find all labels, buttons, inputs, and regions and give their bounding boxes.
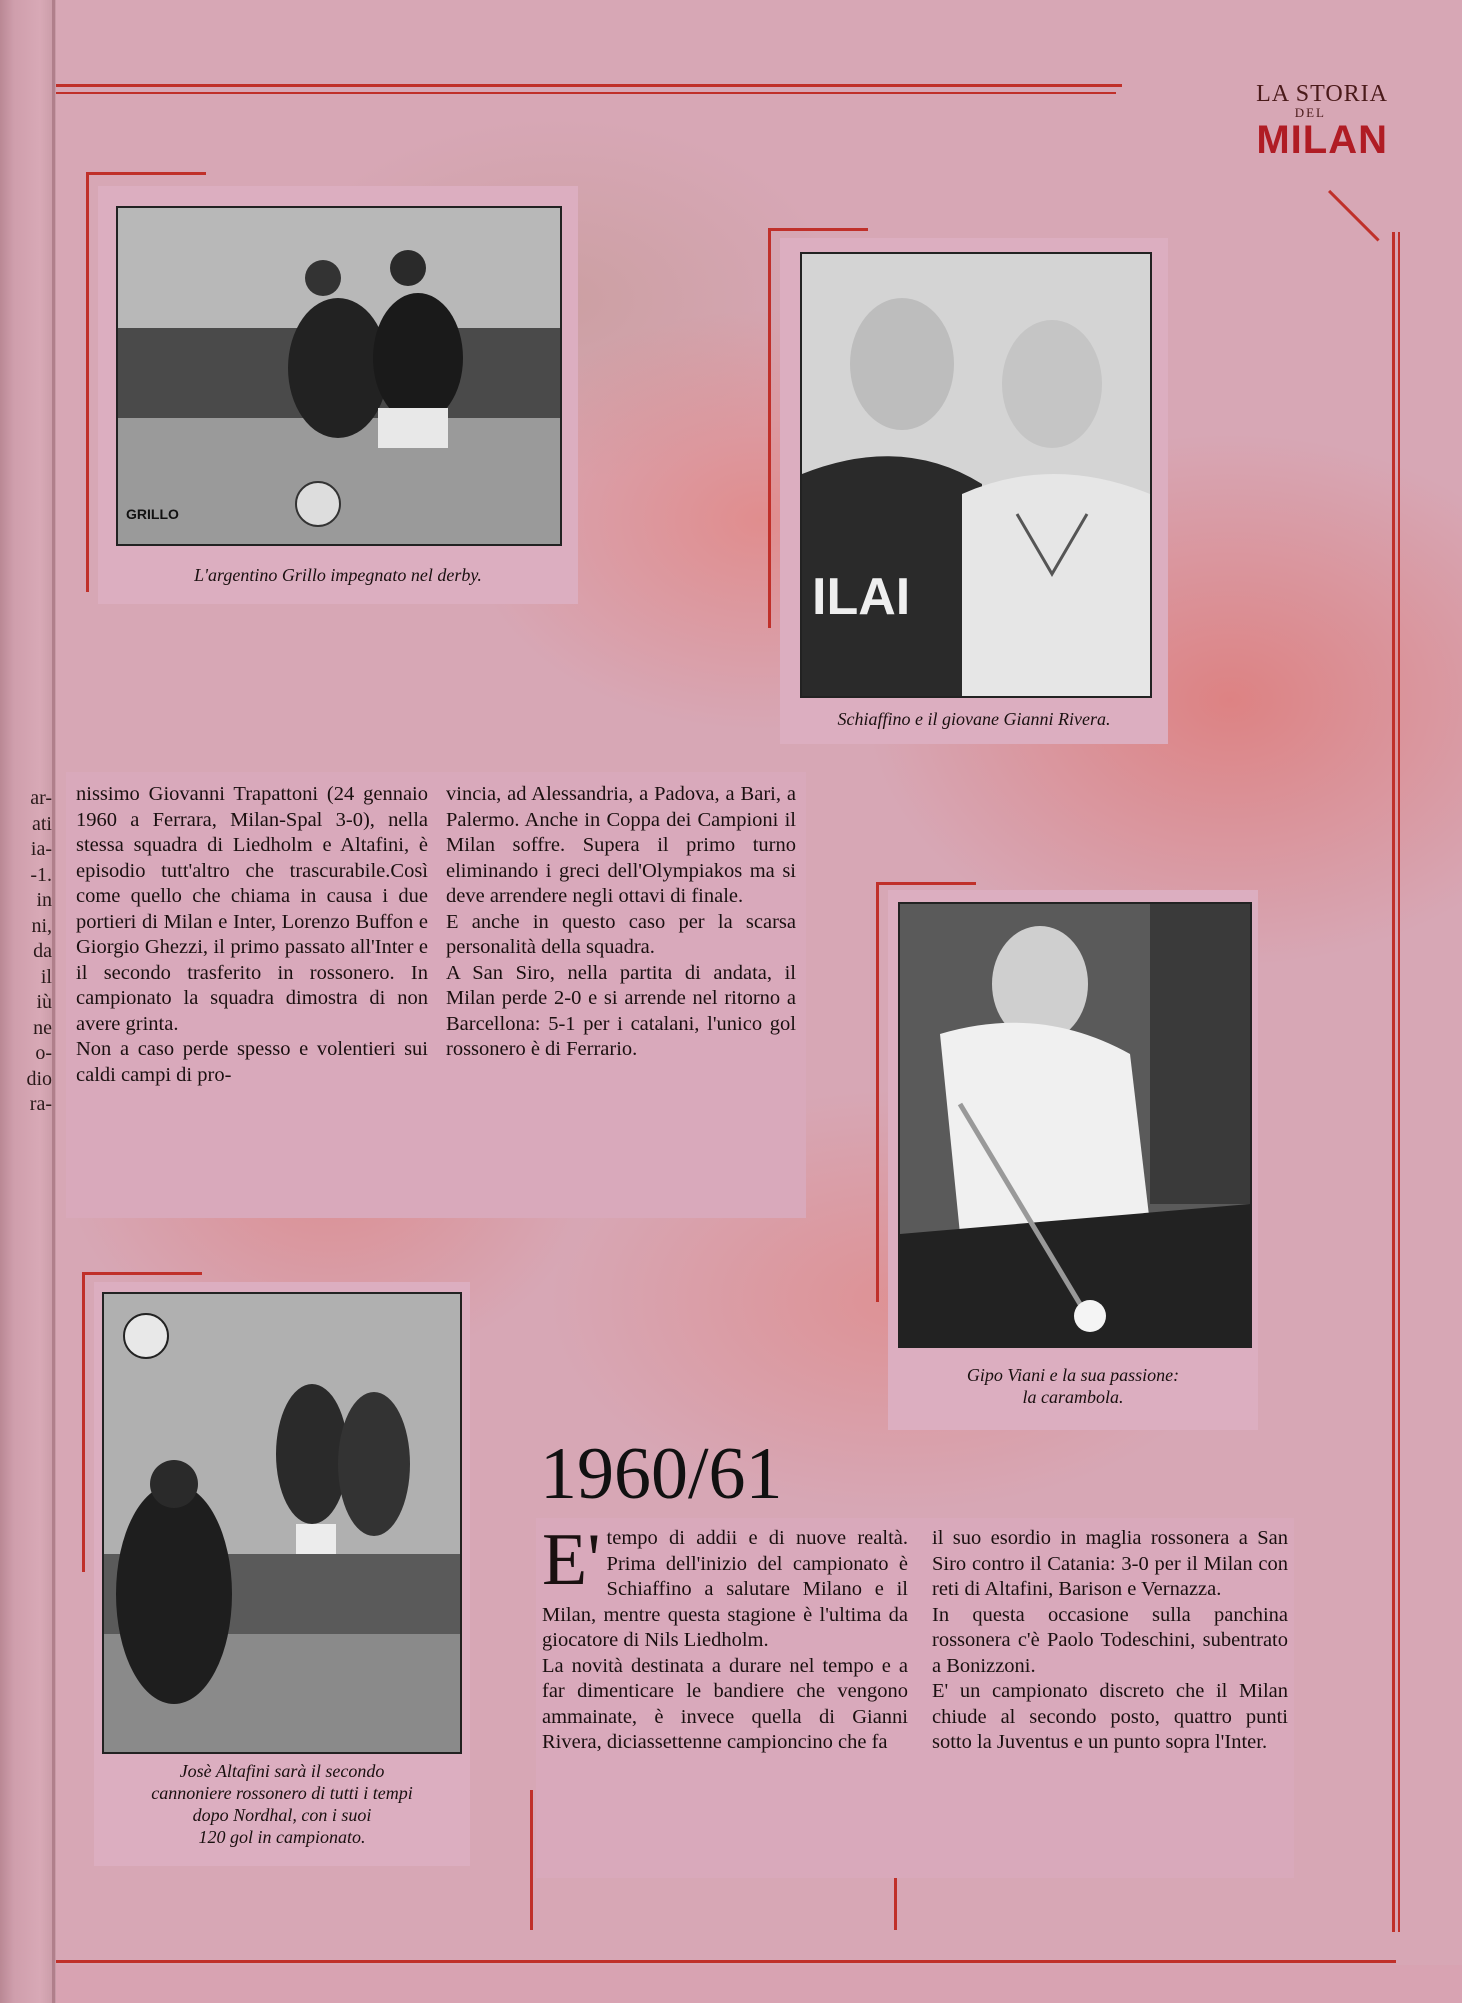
header-title-line2: DEL (1294, 105, 1326, 120)
caption-viani (888, 1364, 1258, 1408)
article-paragraph: nissimo Giovanni Trapattoni (24 gennaio 1960 a Ferrara, Milan-Spal 3-0), nella stessa squadra di Liedholm e Altafini, è episodio tutt'altro che trascurabile.Così come quello che chiama in causa i due portieri di Milan e Inter, Lorenzo Buffon e Giorgio Ghezzi, il primo passato all'Inter e il secondo trasferito in rossonero. In campionato la squadra dimostra di non avere grinta. (76, 783, 428, 1035)
football-players-image (118, 208, 560, 544)
photo-frame-accent (82, 1272, 202, 1275)
edge-line: dio (26, 1067, 52, 1090)
photo-frame-accent (82, 1272, 85, 1572)
facing-page-text (0, 786, 52, 1118)
article-column-1 (76, 782, 428, 1088)
spine-edge (52, 0, 55, 2003)
edge-line: ra- (29, 1093, 52, 1115)
edge-line: -1. (30, 863, 52, 886)
frame-corner-line (1328, 190, 1380, 242)
section-paragraph: il suo esordio in maglia rossonera a San Siro contro il Catania: 3-0 per il Milan con reti di Altafini, Barison e Vernazza. (932, 1527, 1288, 1600)
portrait-image (802, 254, 1150, 696)
caption-line: Josè Altafini sarà il secondo (179, 1761, 385, 1781)
article-column-2 (446, 782, 796, 1063)
section-paragraph: In questa occasione sulla panchina rossonera c'è Paolo Todeschini, subentrato a Bonizzoni. (932, 1603, 1288, 1677)
edge-line: ni, (31, 914, 52, 937)
header-title-milan: MILAN (1256, 118, 1388, 162)
dropcap: E' (542, 1519, 601, 1601)
caption-altafini (94, 1760, 470, 1848)
edge-line: ne (33, 1016, 52, 1039)
bottom-strip (56, 1965, 1462, 2003)
section-column-2 (932, 1526, 1288, 1756)
edge-line: da (33, 940, 52, 962)
caption-line: Gipo Viani e la sua passione: (966, 1365, 1180, 1385)
photo-viani-billiards (898, 902, 1252, 1348)
photo-frame-accent (768, 228, 771, 628)
article-paragraph: Non a caso perde spesso e volentieri sui caldi campi di pro- (76, 1038, 428, 1086)
frame-line-right (1392, 232, 1395, 1932)
header-title-line1: LA STORIA (1256, 81, 1388, 107)
edge-line: o- (35, 1042, 52, 1064)
frame-line-top-2 (56, 92, 1116, 94)
edge-line: in (36, 889, 52, 911)
edge-line: iù (36, 991, 52, 1013)
section-paragraph: E' un campionato discreto che il Milan chiude al secondo posto, quattro punti sotto la Juventus e un punto sopra l'Inter. (932, 1680, 1288, 1753)
magazine-header (1256, 82, 1388, 160)
section-accent-line (530, 1790, 533, 1930)
caption-schiaffino: Schiaffino e il giovane Gianni Rivera. (837, 709, 1111, 729)
photo-box-schiaffino (780, 238, 1168, 744)
caption-line: dopo Nordhal, con i suoi (192, 1805, 372, 1825)
section-paragraph (542, 1519, 908, 1654)
caption-grillo: L'argentino Grillo impegnato nel derby. (194, 565, 482, 585)
photo-altafini-goal (102, 1292, 462, 1754)
photo-frame-accent (86, 172, 89, 592)
photo-frame-accent (876, 882, 879, 1302)
caption-line: la carambola. (1022, 1387, 1124, 1407)
photo-frame-accent (86, 172, 206, 175)
caption-line: cannoniere rossonero di tutti i tempi (151, 1783, 413, 1803)
photo-frame-accent (768, 228, 868, 231)
frame-line-top (56, 84, 1122, 87)
photo-box-viani (888, 890, 1258, 1430)
photo-grillo-derby (116, 206, 562, 546)
edge-line: il (40, 965, 52, 988)
photo-box-grillo (98, 186, 578, 604)
edge-line: ia- (30, 838, 52, 860)
photo-box-altafini (94, 1282, 470, 1866)
section-column-1 (542, 1519, 908, 1756)
billiards-image (900, 904, 1250, 1346)
edge-line: ati (32, 812, 52, 835)
section-paragraph: La novità destinata a durare nel tempo e a far dimenticare le bandiere che vengono ammainate, è invece quella di Gianni Rivera, diciassettenne campioncino che fa (542, 1654, 908, 1753)
article-paragraph: A San Siro, nella partita di andata, il Milan perde 2-0 e si arrende nel ritorno a Barcellona: 5-1 per i catalani, l'unico gol rossonero è di Ferrario. (446, 961, 796, 1060)
section-year-heading: 1960/61 (540, 1433, 783, 1515)
edge-line: ar- (30, 787, 52, 809)
section-paragraph-text: tempo di addii e di nuove realtà. Prima dell'inizio del campionato è Schiaffino a salutare Milano e il Milan, mentre questa stagione è l'ultima da giocatore di Nils Liedholm. (542, 1527, 908, 1651)
caption-line: 120 gol in campionato. (198, 1827, 366, 1847)
article-paragraph: E anche in questo caso per la scarsa personalità della squadra. (446, 910, 796, 958)
frame-line-bottom (56, 1960, 1396, 1963)
frame-line-right-2 (1398, 232, 1400, 1932)
photo-signature-grillo: GRILLO (126, 506, 179, 522)
article-paragraph: vincia, ad Alessandria, a Padova, a Bari, a Palermo. Anche in Coppa dei Campioni il Milan soffre. Supera il primo turno eliminando i greci dell'Olympiakos ma si deve arrendere negli ottavi di finale. (446, 783, 796, 907)
goalkeeper-image (104, 1294, 460, 1752)
photo-frame-accent (876, 882, 976, 885)
photo-schiaffino-rivera (800, 252, 1152, 698)
svg-text:ILAI: ILAI (812, 568, 911, 626)
